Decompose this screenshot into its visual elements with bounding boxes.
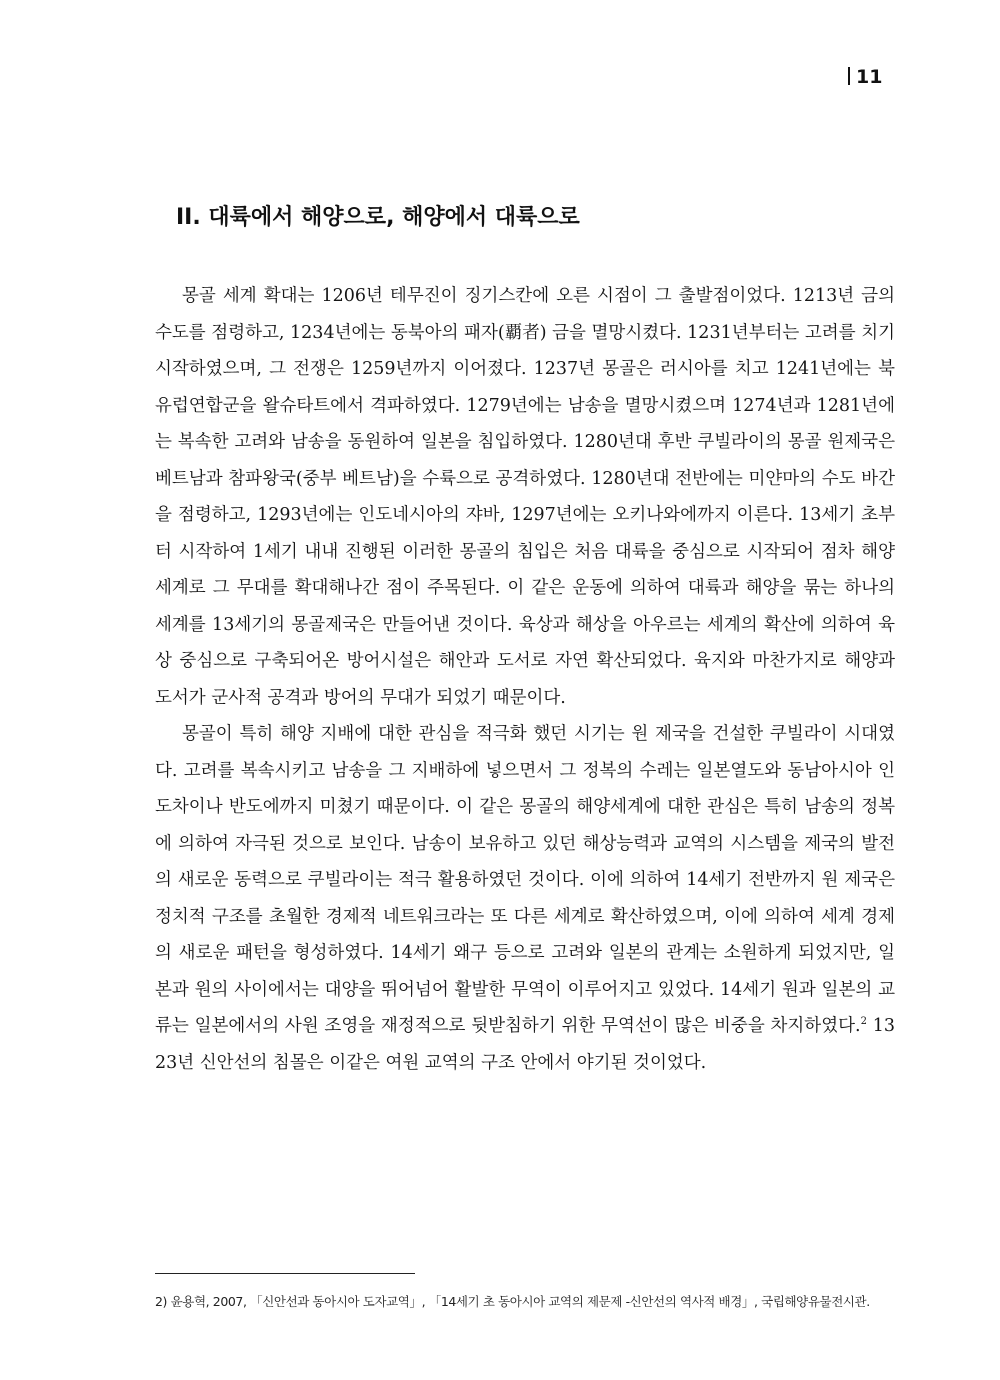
page-number-value: 11 xyxy=(856,66,883,88)
section-title: II. 대륙에서 해양으로, 해양에서 대륙으로 xyxy=(176,205,580,230)
paragraph-2 xyxy=(155,716,895,1081)
page-number xyxy=(848,66,882,88)
paragraph-1: 몽골 세계 확대는 1206년 테무진이 징기스칸에 오른 시점이 그 출발점이었다. 1213년 금의 수도를 점령하고, 1234년에는 동북아의 패자(覇者) 금을 멸망시켰다. 1231년부터는 고려를 치기 시작하였으며, 그 전쟁은 1259년까지 이어졌다. 1237년 몽골은 러시아를 치고 1241년에는 북유럽연합군을 왈슈타트에서 격파하였다. 1279년에는 남송을 멸망시켰으며 1274년과 1281년에는 복속한 고려와 남송을 동원하여 일본을 침입하였다. 1280년대 후반 쿠빌라이의 몽골 원제국은 베트남과 참파왕국(중부 베트남)을 수륙으로 공격하였다. 1280년대 전반에는 미얀마의 수도 바간을 점령하고, 1293년에는 인도네시아의 쟈바, 1297년에는 오키나와에까지 이른다. 13세기 초부터 시작하여 1세기 내내 진행된 이러한 몽골의 침입은 처음 대륙을 중심으로 시작되어 점차 해양 세계로 그 무대를 확대해나간 점이 주목된다. 이 같은 운동에 의하여 대륙과 해양을 묶는 하나의 세계를 13세기의 몽골제국은 만들어낸 것이다. 육상과 해상을 아우르는 세계의 확산에 의하여 육상 중심으로 구축되어온 방어시설은 해안과 도서로 자연 확산되었다. 육지와 마찬가지로 해양과 도서가 군사적 공격과 방어의 무대가 되었기 때문이다. xyxy=(155,286,895,708)
footnote: 2) 윤용혁, 2007, 「신안선과 동아시아 도자교역」, 「14세기 초 동아시아 교역의 제문제 -신안선의 역사적 배경」, 국립해양유물전시관. xyxy=(155,1294,870,1309)
footnote-reference: 2 xyxy=(860,1016,867,1028)
paragraph-2-text: 몽골이 특히 해양 지배에 대한 관심을 적극화 했던 시기는 원 제국을 건설한 쿠빌라이 시대였다. 고려를 복속시키고 남송을 그 지배하에 넣으면서 그 정복의 수레는 일본열도와 동남아시아 인도차이나 반도에까지 미쳤기 때문이다. 이 같은 몽골의 해양세계에 대한 관심은 특히 남송의 정복에 의하여 자극된 것으로 보인다. 남송이 보유하고 있던 해상능력과 교역의 시스템을 제국의 발전의 새로운 동력으로 쿠빌라이는 적극 활용하였던 것이다. 이에 의하여 14세기 전반까지 원 제국은 정치적 구조를 초월한 경제적 네트워크라는 또 다른 세계로 확산하였으며, 이에 의하여 세계 경제의 새로운 패턴을 형성하였다. 14세기 왜구 등으로 고려와 일본의 관계는 소원하게 되었지만, 일본과 원의 사이에서는 대양을 뛰어넘어 활발한 무역이 이루어지고 있었다. 14세기 원과 일본의 교류는 일본에서의 사원 조영을 재정적으로 뒷받침하기 위한 무역선이 많은 비중을 차지하였다. xyxy=(155,724,895,1036)
page-number-divider xyxy=(848,67,850,85)
footnote-divider xyxy=(155,1273,415,1274)
body-text xyxy=(155,278,895,1081)
paragraph-2-tail: 1323년 신안선의 침몰은 이같은 여원 교역의 구조 안에서 야기된 것이었다. xyxy=(155,1016,895,1073)
